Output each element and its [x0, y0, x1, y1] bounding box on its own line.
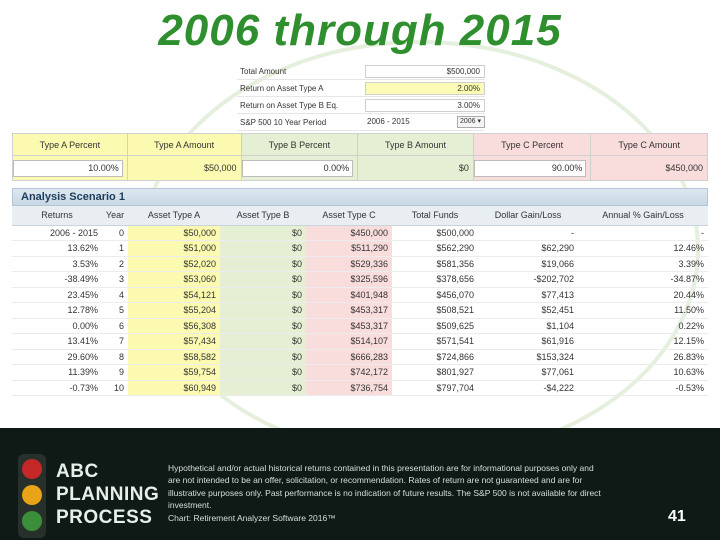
- sp500-period-group: [365, 116, 485, 129]
- table-row: [12, 380, 708, 396]
- disclaimer-text: Hypothetical and/or actual historical returns contained in this presentation are for informational purposes only and are not intended to be an offer, solicitation, or recommendation. Rates of return are not guaranteed and are for illustrative purposes only. Past performance is no indication of future results. The S&P 500 is not available for direct investment.: [168, 463, 601, 511]
- asset-c-cell: $401,948: [306, 287, 392, 303]
- sp500-year-select[interactable]: 2006 ▾: [457, 116, 485, 128]
- annual-gain-cell: -: [578, 225, 708, 241]
- returns-header: Returns: [12, 206, 102, 225]
- sp500-row: [237, 114, 485, 131]
- asset-a-cell: $56,308: [128, 318, 220, 334]
- annual-gain-header: Annual % Gain/Loss: [578, 206, 708, 225]
- dollar-gain-cell: $52,451: [478, 303, 578, 319]
- asset-b-cell: $0: [220, 272, 306, 288]
- type-b-amount-cell: $0: [358, 156, 474, 181]
- type-a-percent-header: Type A Percent: [13, 134, 128, 156]
- scenario-body: [12, 225, 708, 396]
- table-row: [12, 334, 708, 350]
- footer-bar: [0, 428, 720, 540]
- allocation-table: [12, 133, 708, 181]
- type-b-percent-cell: [241, 156, 358, 181]
- total-funds-header: Total Funds: [392, 206, 478, 225]
- return-b-row: [237, 97, 485, 114]
- year-header: Year: [102, 206, 128, 225]
- asset-c-cell: $742,172: [306, 365, 392, 381]
- green-light-icon: [22, 511, 42, 531]
- scenario-title: Analysis Scenario 1: [12, 188, 708, 206]
- year-cell: 9: [102, 365, 128, 381]
- asset-a-header: Asset Type A: [128, 206, 220, 225]
- logo-line-3: PROCESS: [56, 507, 153, 528]
- table-row: [12, 365, 708, 381]
- asset-a-cell: $58,582: [128, 349, 220, 365]
- type-c-percent-cell: [473, 156, 591, 181]
- type-a-percent-cell: [13, 156, 128, 181]
- total-funds-cell: $378,656: [392, 272, 478, 288]
- type-c-percent-input[interactable]: 90.00%: [474, 160, 587, 177]
- dollar-gain-cell: $61,916: [478, 334, 578, 350]
- year-cell: 5: [102, 303, 128, 319]
- total-funds-cell: $724,866: [392, 349, 478, 365]
- table-row: [12, 287, 708, 303]
- table-row: [12, 256, 708, 272]
- year-cell: 8: [102, 349, 128, 365]
- logo-text: [56, 460, 159, 529]
- asset-c-cell: $514,107: [306, 334, 392, 350]
- dollar-gain-cell: $19,066: [478, 256, 578, 272]
- dollar-gain-header: Dollar Gain/Loss: [478, 206, 578, 225]
- traffic-light-logo-icon: [18, 454, 46, 538]
- year-cell: 6: [102, 318, 128, 334]
- return-a-label: Return on Asset Type A: [240, 83, 324, 93]
- returns-cell: 3.53%: [12, 256, 102, 272]
- year-cell: 4: [102, 287, 128, 303]
- return-b-label: Return on Asset Type B Eq.: [240, 100, 339, 110]
- year-cell: 7: [102, 334, 128, 350]
- annual-gain-cell: 12.15%: [578, 334, 708, 350]
- returns-cell: 13.62%: [12, 241, 102, 257]
- returns-cell: 29.60%: [12, 349, 102, 365]
- annual-gain-cell: -34.87%: [578, 272, 708, 288]
- asset-b-cell: $0: [220, 380, 306, 396]
- asset-a-cell: $54,121: [128, 287, 220, 303]
- asset-a-cell: $57,434: [128, 334, 220, 350]
- annual-gain-cell: 12.46%: [578, 241, 708, 257]
- asset-c-header: Asset Type C: [306, 206, 392, 225]
- asset-c-cell: $511,290: [306, 241, 392, 257]
- allocation-value-row: [13, 156, 708, 181]
- asset-c-cell: $450,000: [306, 225, 392, 241]
- dollar-gain-cell: -$202,702: [478, 272, 578, 288]
- asset-a-cell: $53,060: [128, 272, 220, 288]
- asset-b-cell: $0: [220, 256, 306, 272]
- asset-a-cell: $50,000: [128, 225, 220, 241]
- asset-c-cell: $666,283: [306, 349, 392, 365]
- dollar-gain-cell: $153,324: [478, 349, 578, 365]
- red-light-icon: [22, 459, 42, 479]
- type-a-amount-cell: $50,000: [127, 156, 241, 181]
- dollar-gain-cell: -$4,222: [478, 380, 578, 396]
- asset-b-cell: $0: [220, 365, 306, 381]
- total-funds-cell: $571,541: [392, 334, 478, 350]
- amber-light-icon: [22, 485, 42, 505]
- total-funds-cell: $500,000: [392, 225, 478, 241]
- returns-cell: 0.00%: [12, 318, 102, 334]
- asset-c-cell: $453,317: [306, 318, 392, 334]
- total-funds-cell: $509,625: [392, 318, 478, 334]
- total-funds-cell: $581,356: [392, 256, 478, 272]
- annual-gain-cell: 11.50%: [578, 303, 708, 319]
- return-b-input[interactable]: 3.00%: [365, 99, 485, 112]
- asset-a-cell: $51,000: [128, 241, 220, 257]
- asset-a-cell: $52,020: [128, 256, 220, 272]
- returns-cell: -38.49%: [12, 272, 102, 288]
- asset-a-cell: $59,754: [128, 365, 220, 381]
- asset-c-cell: $325,596: [306, 272, 392, 288]
- type-c-percent-header: Type C Percent: [473, 134, 591, 156]
- type-a-amount-header: Type A Amount: [127, 134, 241, 156]
- asset-b-cell: $0: [220, 349, 306, 365]
- annual-gain-cell: 26.83%: [578, 349, 708, 365]
- asset-b-cell: $0: [220, 303, 306, 319]
- type-a-percent-input[interactable]: 10.00%: [13, 160, 123, 177]
- table-row: [12, 349, 708, 365]
- chart-credit: Chart: Retirement Analyzer Software 2016™: [168, 512, 336, 523]
- asset-a-cell: $55,204: [128, 303, 220, 319]
- year-cell: 0: [102, 225, 128, 241]
- total-funds-cell: $801,927: [392, 365, 478, 381]
- dollar-gain-cell: $62,290: [478, 241, 578, 257]
- total-funds-cell: $797,704: [392, 380, 478, 396]
- year-cell: 2: [102, 256, 128, 272]
- asset-b-cell: $0: [220, 318, 306, 334]
- total-funds-cell: $456,070: [392, 287, 478, 303]
- disclaimer-block: [168, 462, 608, 524]
- total-funds-cell: $508,521: [392, 303, 478, 319]
- asset-c-cell: $736,754: [306, 380, 392, 396]
- table-row: [12, 303, 708, 319]
- page-number: 41: [668, 508, 686, 525]
- return-a-row: [237, 80, 485, 97]
- year-cell: 10: [102, 380, 128, 396]
- annual-gain-cell: -0.53%: [578, 380, 708, 396]
- asset-a-cell: $60,949: [128, 380, 220, 396]
- asset-c-cell: $529,336: [306, 256, 392, 272]
- returns-cell: 13.41%: [12, 334, 102, 350]
- table-row: [12, 318, 708, 334]
- table-row: [12, 225, 708, 241]
- type-b-percent-header: Type B Percent: [241, 134, 358, 156]
- asset-c-cell: $453,317: [306, 303, 392, 319]
- asset-b-cell: $0: [220, 334, 306, 350]
- asset-b-header: Asset Type B: [220, 206, 306, 225]
- dollar-gain-cell: $1,104: [478, 318, 578, 334]
- asset-b-cell: $0: [220, 287, 306, 303]
- dollar-gain-cell: $77,061: [478, 365, 578, 381]
- returns-cell: 12.78%: [12, 303, 102, 319]
- returns-cell: -0.73%: [12, 380, 102, 396]
- type-b-amount-header: Type B Amount: [358, 134, 474, 156]
- annual-gain-cell: 10.63%: [578, 365, 708, 381]
- logo-line-2: PLANNING: [56, 484, 160, 505]
- year-cell: 3: [102, 272, 128, 288]
- returns-cell: 2006 - 2015: [12, 225, 102, 241]
- dollar-gain-cell: -: [478, 225, 578, 241]
- dollar-gain-cell: $77,413: [478, 287, 578, 303]
- return-a-input[interactable]: 2.00%: [365, 82, 485, 95]
- total-amount-label: Total Amount: [240, 66, 287, 76]
- asset-b-cell: $0: [220, 241, 306, 257]
- returns-cell: 11.39%: [12, 365, 102, 381]
- sp500-period-text: 2006 - 2015: [367, 116, 410, 126]
- type-c-amount-header: Type C Amount: [591, 134, 708, 156]
- annual-gain-cell: 0.22%: [578, 318, 708, 334]
- type-b-percent-input[interactable]: 0.00%: [242, 160, 354, 177]
- sp500-label: S&P 500 10 Year Period: [240, 117, 327, 127]
- input-panel: [237, 63, 485, 131]
- table-row: [12, 241, 708, 257]
- table-row: [12, 272, 708, 288]
- scenario-header-row: [12, 206, 708, 225]
- asset-b-cell: $0: [220, 225, 306, 241]
- total-amount-input[interactable]: $500,000: [365, 65, 485, 78]
- annual-gain-cell: 3.39%: [578, 256, 708, 272]
- scenario-table: [12, 206, 708, 396]
- type-c-amount-cell: $450,000: [591, 156, 708, 181]
- year-cell: 1: [102, 241, 128, 257]
- annual-gain-cell: 20.44%: [578, 287, 708, 303]
- total-amount-row: [237, 63, 485, 80]
- allocation-header-row: [13, 134, 708, 156]
- slide-title: 2006 through 2015: [158, 6, 562, 55]
- logo-line-1: ABC: [56, 461, 99, 482]
- total-funds-cell: $562,290: [392, 241, 478, 257]
- returns-cell: 23.45%: [12, 287, 102, 303]
